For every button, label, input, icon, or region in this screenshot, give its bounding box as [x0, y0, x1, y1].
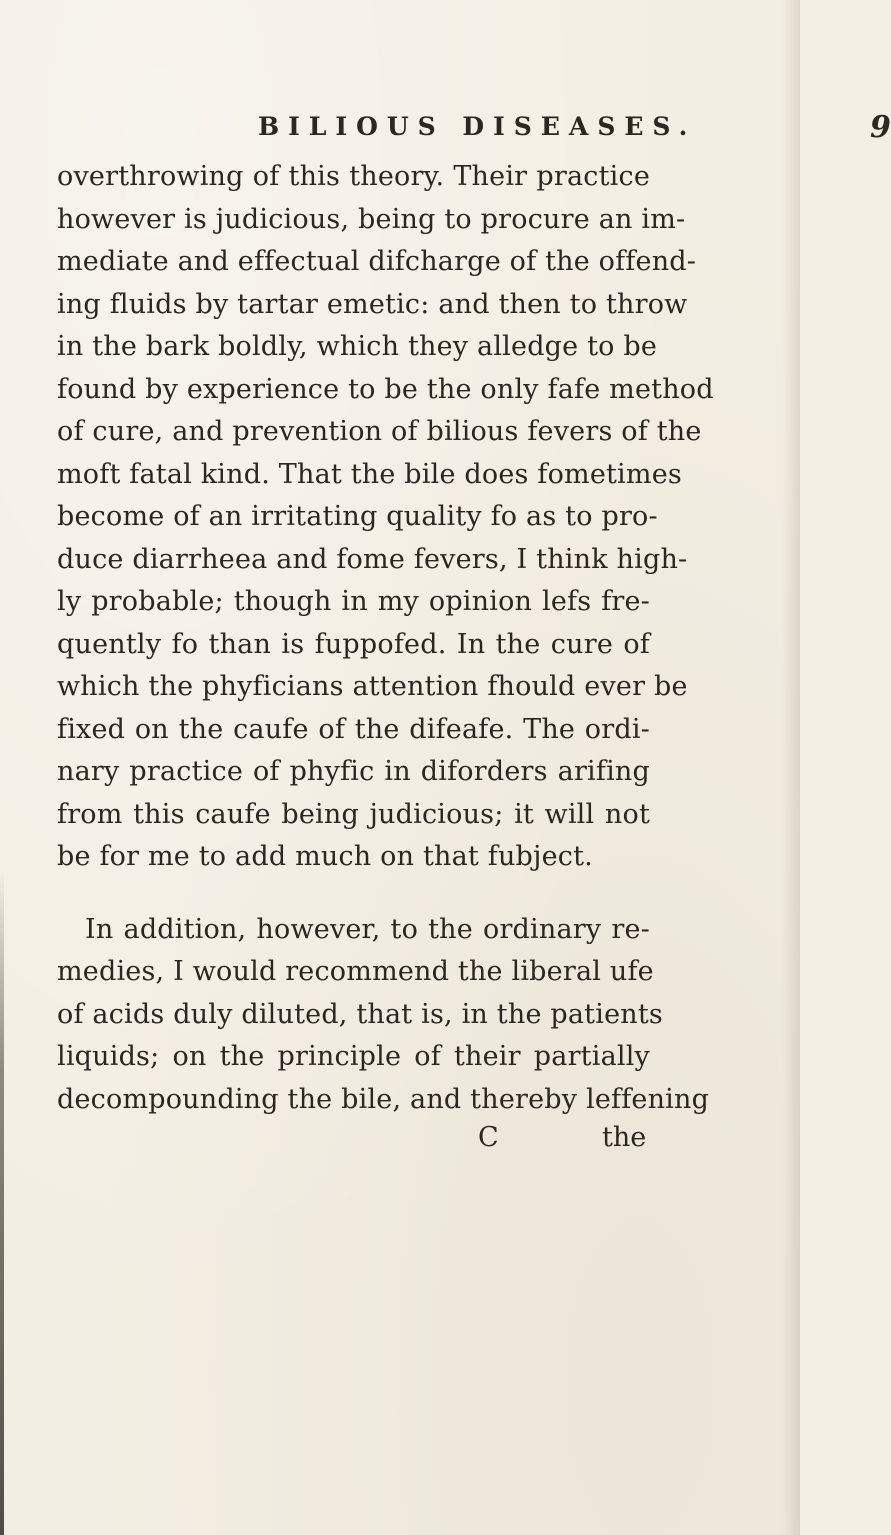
text-line: become of an irritating quality fo as to pro-	[57, 501, 658, 532]
text-line: in the bark boldly, which they alledge to be	[57, 331, 658, 362]
paragraph-gap	[57, 879, 650, 909]
paragraph-2	[57, 909, 710, 1122]
text-line: quently fo than is fuppofed. In the cure of	[57, 628, 650, 660]
text-line: from this caufe being judicious; it will not	[57, 798, 650, 830]
running-head-title: BILIOUS DISEASES.	[258, 112, 697, 141]
running-head	[258, 110, 891, 152]
text-line: mediate and effectual difcharge of the offend-	[57, 246, 697, 277]
text-line: of acids duly diluted, that is, in the patients	[57, 998, 663, 1030]
text-line: overthrowing of this theory. Their practice	[57, 161, 650, 192]
signature-mark: C	[478, 1122, 499, 1153]
text-line: In addition, however, to the ordinary re-	[85, 913, 650, 945]
text-line: of cure, and prevention of bilious fevers of the	[57, 416, 702, 447]
catchword: the	[602, 1122, 647, 1153]
catchline	[478, 1122, 648, 1162]
page-number: 9	[870, 110, 891, 145]
text-line: decompounding the bile, and thereby leffening	[57, 1083, 710, 1115]
text-line: liquids; on the principle of their partially	[57, 1041, 650, 1072]
page-edge-shadow	[0, 870, 4, 1535]
text-line: ing fluids by tartar emetic: and then to throw	[57, 288, 688, 320]
text-line: be for me to add much on that fubject.	[57, 841, 593, 872]
paragraph-1	[57, 156, 714, 879]
text-line: medies, I would recommend the liberal ufe	[57, 956, 654, 987]
text-line: nary practice of phyfic in diforders arifing	[57, 756, 650, 787]
page-gutter-shadow	[782, 0, 800, 1535]
text-line: fixed on the caufe of the difeafe. The ordi-	[57, 713, 650, 745]
text-line: which the phyficians attention fhould ever be	[57, 671, 688, 702]
text-line: duce diarrheea and fome fevers, I think high-	[57, 543, 688, 575]
text-line: ly probable; though in my opinion lefs fre-	[57, 586, 650, 617]
text-line: however is judicious, being to procure an im-	[57, 203, 686, 235]
text-line: moft fatal kind. That the bile does fometimes	[57, 458, 682, 490]
body-text	[57, 156, 714, 1121]
text-line: found by experience to be the only fafe method	[57, 373, 714, 405]
